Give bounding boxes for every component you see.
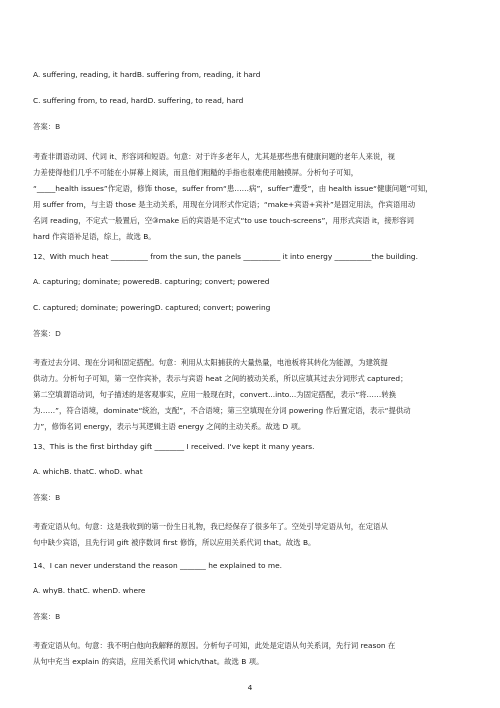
explanation-line: 考查过去分词、现在分词和固定搭配。句意：利用从太阳捕获的大量热量，电池板将其转化为能源，为建筑提 (33, 358, 388, 367)
explanation-line: 力”，修饰名词 energy，表示与其逻辑主语 energy 之间的主动关系。故选 D 项。 (33, 422, 306, 431)
explanation-line: 为……”，符合语境，dominate“统治，支配”，不合语境；第三空填现在分词 powering 作后置定语，表示“提供动 (33, 406, 411, 415)
page-number: 4 (247, 683, 253, 692)
question-14-options: A. whyB. thatC. whenD. where (33, 586, 146, 595)
option-line-cd: C. suffering from, to read, hardD. suffering, to read, hard (33, 96, 244, 105)
explanation-line: 第二空填谓语动词，句子描述的是客观事实，应用一般现在时，convert...into...为固定搭配，表示“将……转换 (33, 390, 397, 399)
explanation-line: 句中缺少宾语，且先行词 gift 被序数词 first 修饰，所以应用关系代词 that。故选 B。 (33, 538, 316, 547)
explanation-line: hard 作宾语补足语，综上，故选 B。 (33, 232, 156, 241)
answer-label: 答案：B (33, 122, 61, 131)
explanation-paragraph (33, 638, 466, 670)
question-12-options-cd: C. captured; dominate; poweringD. captured; convert; powering (33, 303, 271, 312)
explanation-paragraph (33, 519, 466, 551)
answer-label: 答案：B (33, 612, 61, 621)
explanation-line: 考查定语从句。句意：我不明白他向我解释的原因。分析句子可知，此处是定语从句关系词，先行词 reason 在 (33, 641, 396, 650)
explanation-line: 供动力。分析句子可知，第一空作宾补，表示与宾语 heat 之间的被动关系，所以应填其过去分词形式 captured； (33, 374, 408, 383)
question-12: 12、With much heat __________ from the sun, the panels __________ it into energy __________the building. (33, 252, 418, 261)
answer-label: 答案：B (33, 493, 61, 502)
explanation-line: “_____health issues”作定语，修饰 those，suffer from“患……病”，suffer“遭受”，由 health issue“健康问题”可知， (33, 184, 433, 193)
explanation-line: 名词 reading，不定式一般置后，空③make 后的宾语是不定式“to use touch-screens”，用形式宾语 it，接形容词 (33, 216, 414, 225)
question-13-options: A. whichB. thatC. whoD. what (33, 467, 143, 476)
explanation-line: 力差使得他们几乎不可能在小屏幕上阅读，而且他们粗糙的手指也很难使用触摸屏。分析句子可知， (33, 168, 359, 177)
explanation-line: 考查定语从句。句意：这是我收到的第一份生日礼物，我已经保存了很多年了。空处引导定语从句，在定语从 (33, 522, 388, 531)
explanation-paragraph (33, 355, 466, 435)
answer-label: 答案：D (33, 329, 61, 338)
explanation-paragraph (33, 149, 466, 245)
question-12-options-ab: A. capturing; dominate; poweredB. capturing; convert; powered (33, 277, 270, 286)
question-14: 14、I can never understand the reason _______ he explained to me. (33, 561, 283, 570)
option-line-ab: A. suffering, reading, it hardB. suffering from, reading, it hard (33, 70, 261, 79)
explanation-line: 从句中充当 explain 的宾语，应用关系代词 which/that。故选 B 项。 (33, 657, 264, 666)
explanation-line: 用 suffer from，与主语 those 是主动关系，用现在分词形式作定语；“make+宾语+宾补”是固定用法，作宾语用动 (33, 200, 416, 209)
explanation-line: 考查非谓语动词、代词 it、形容词和短语。句意：对于许多老年人，尤其是那些患有健康问题的老年人来说，视 (33, 152, 396, 161)
question-13: 13、This is the first birthday gift ________ I received. I've kept it many years. (33, 442, 315, 451)
